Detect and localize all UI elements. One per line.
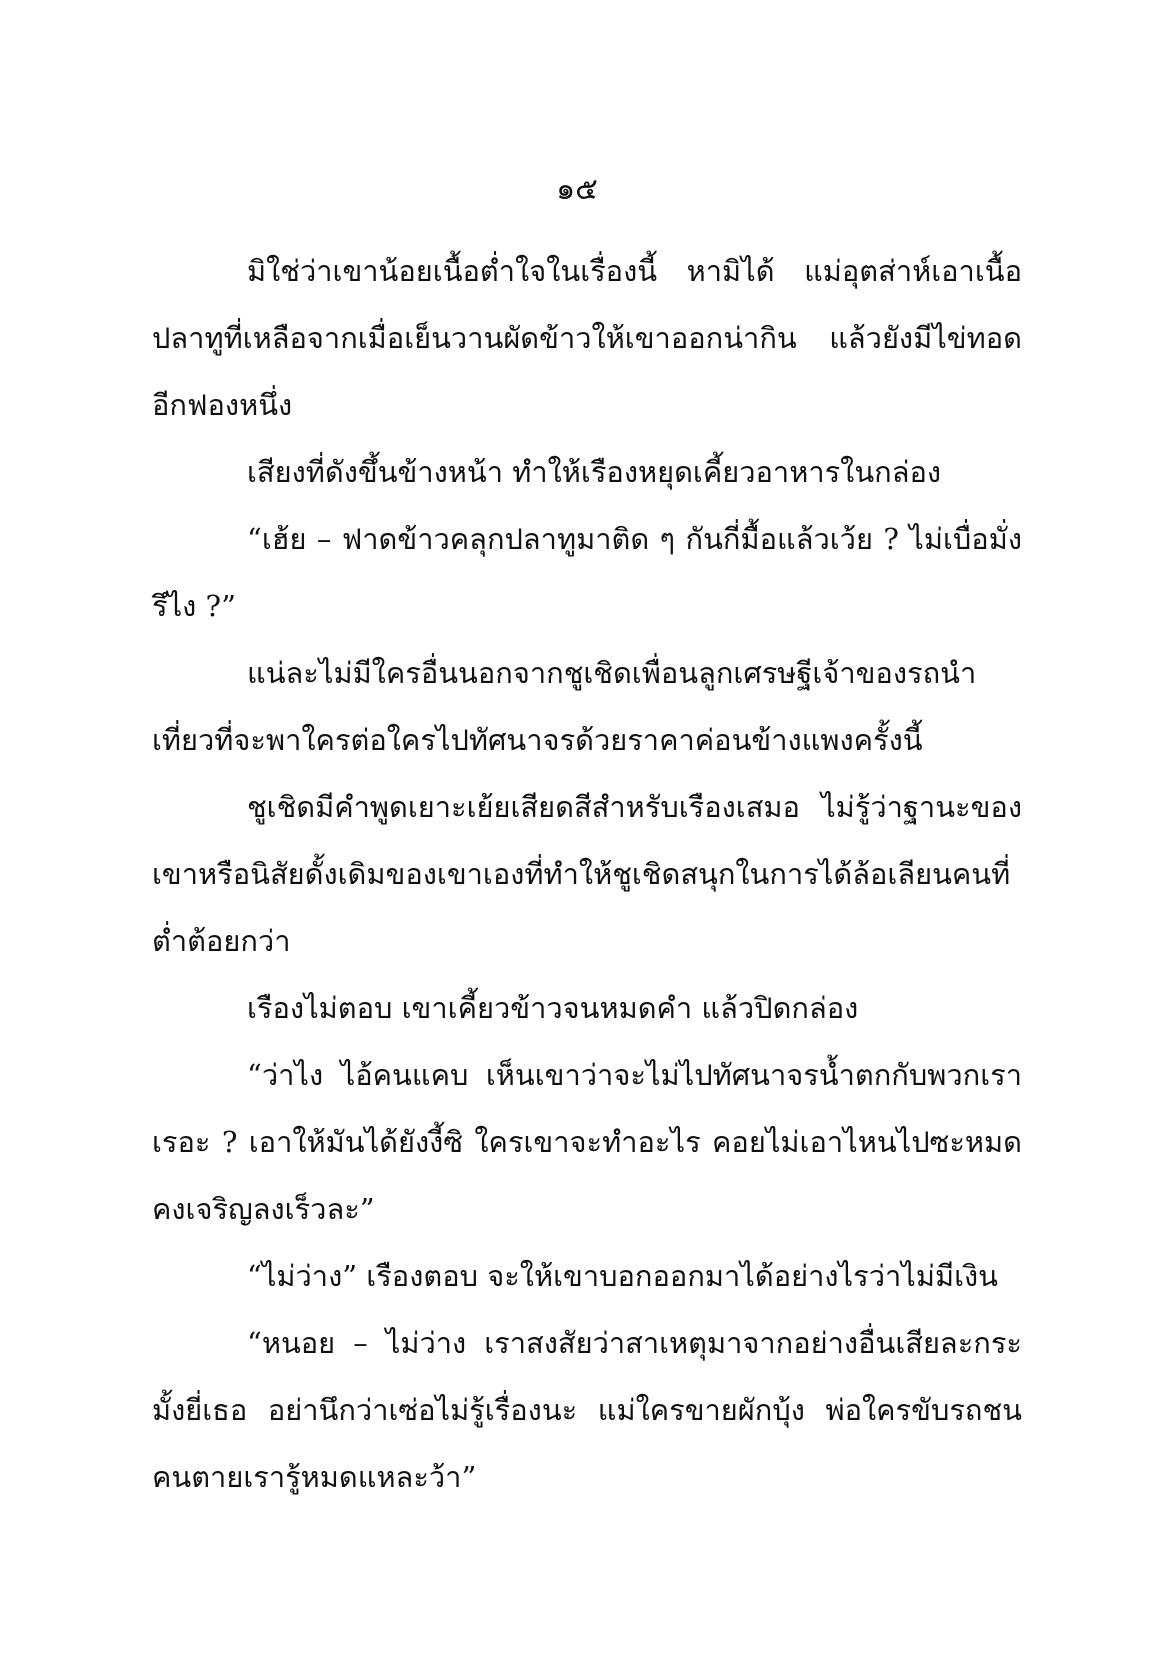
- paragraph: “หนอย – ไม่ว่าง เราสงสัยว่าสาเหตุมาจากอย่างอื่นเสียละกระมั้งยี่เธอ อย่านึกว่าเซ่อไม่รู้เรื่องนะ แม่ใครขายผักบุ้ง พ่อใครขับรถชนคนตายเรารู้หมดแหละว้า”: [152, 1326, 1022, 1494]
- paragraph: มิใช่ว่าเขาน้อยเนื้อต่ำใจในเรื่องนี้ หามิได้ แม่อุตส่าห์เอาเนื้อปลาทูที่เหลือจากเมื่อเย็นวานผัดข้าวให้เขาออกน่ากิน แล้วยังมีไข่ทอดอีกฟองหนึ่ง: [152, 254, 1022, 422]
- paragraph: เรืองไม่ตอบ เขาเคี้ยวข้าวจนหมดคำ แล้วปิดกล่อง: [247, 991, 859, 1025]
- paragraph: ชูเชิดมีคำพูดเยาะเย้ยเสียดสีสำหรับเรืองเสมอ ไม่รู้ว่าฐานะของเขาหรือนิสัยดั้งเดิมของเขาเองที่ทำให้ชูเชิดสนุกในการได้ล้อเลียนคนที่ต่ำต้อยกว่า: [152, 790, 1022, 958]
- paragraph: แน่ละไม่มีใครอื่นนอกจากชูเชิดเพื่อนลูกเศรษฐีเจ้าของรถนำเที่ยวที่จะพาใครต่อใครไปทัศนาจรด้วยราคาค่อนข้างแพงครั้งนี้: [152, 656, 977, 757]
- paragraph: “เฮ้ย – ฟาดข้าวคลุกปลาทูมาติด ๆ กันกี่มื้อแล้วเว้ย ? ไม่เบื่อมั่งรึไง ?”: [152, 522, 1022, 623]
- page-number: ๑๕: [556, 172, 598, 207]
- paragraph: “ว่าไง ไอ้คนแคบ เห็นเขาว่าจะไม่ไปทัศนาจรน้ำตกกับพวกเราเรอะ ? เอาให้มันได้ยังงี้ซิ ใครเขาจะทำอะไร คอยไม่เอาไหนไปซะหมดคงเจริญลงเร็วละ”: [152, 1058, 1022, 1226]
- paragraph: “ไม่ว่าง” เรืองตอบ จะให้เขาบอกออกมาได้อย่างไรว่าไม่มีเงิน: [247, 1259, 998, 1293]
- body-text: [152, 238, 1022, 1511]
- paragraph: เสียงที่ดังขึ้นข้างหน้า ทำให้เรืองหยุดเคี้ยวอาหารในกล่อง: [247, 455, 942, 489]
